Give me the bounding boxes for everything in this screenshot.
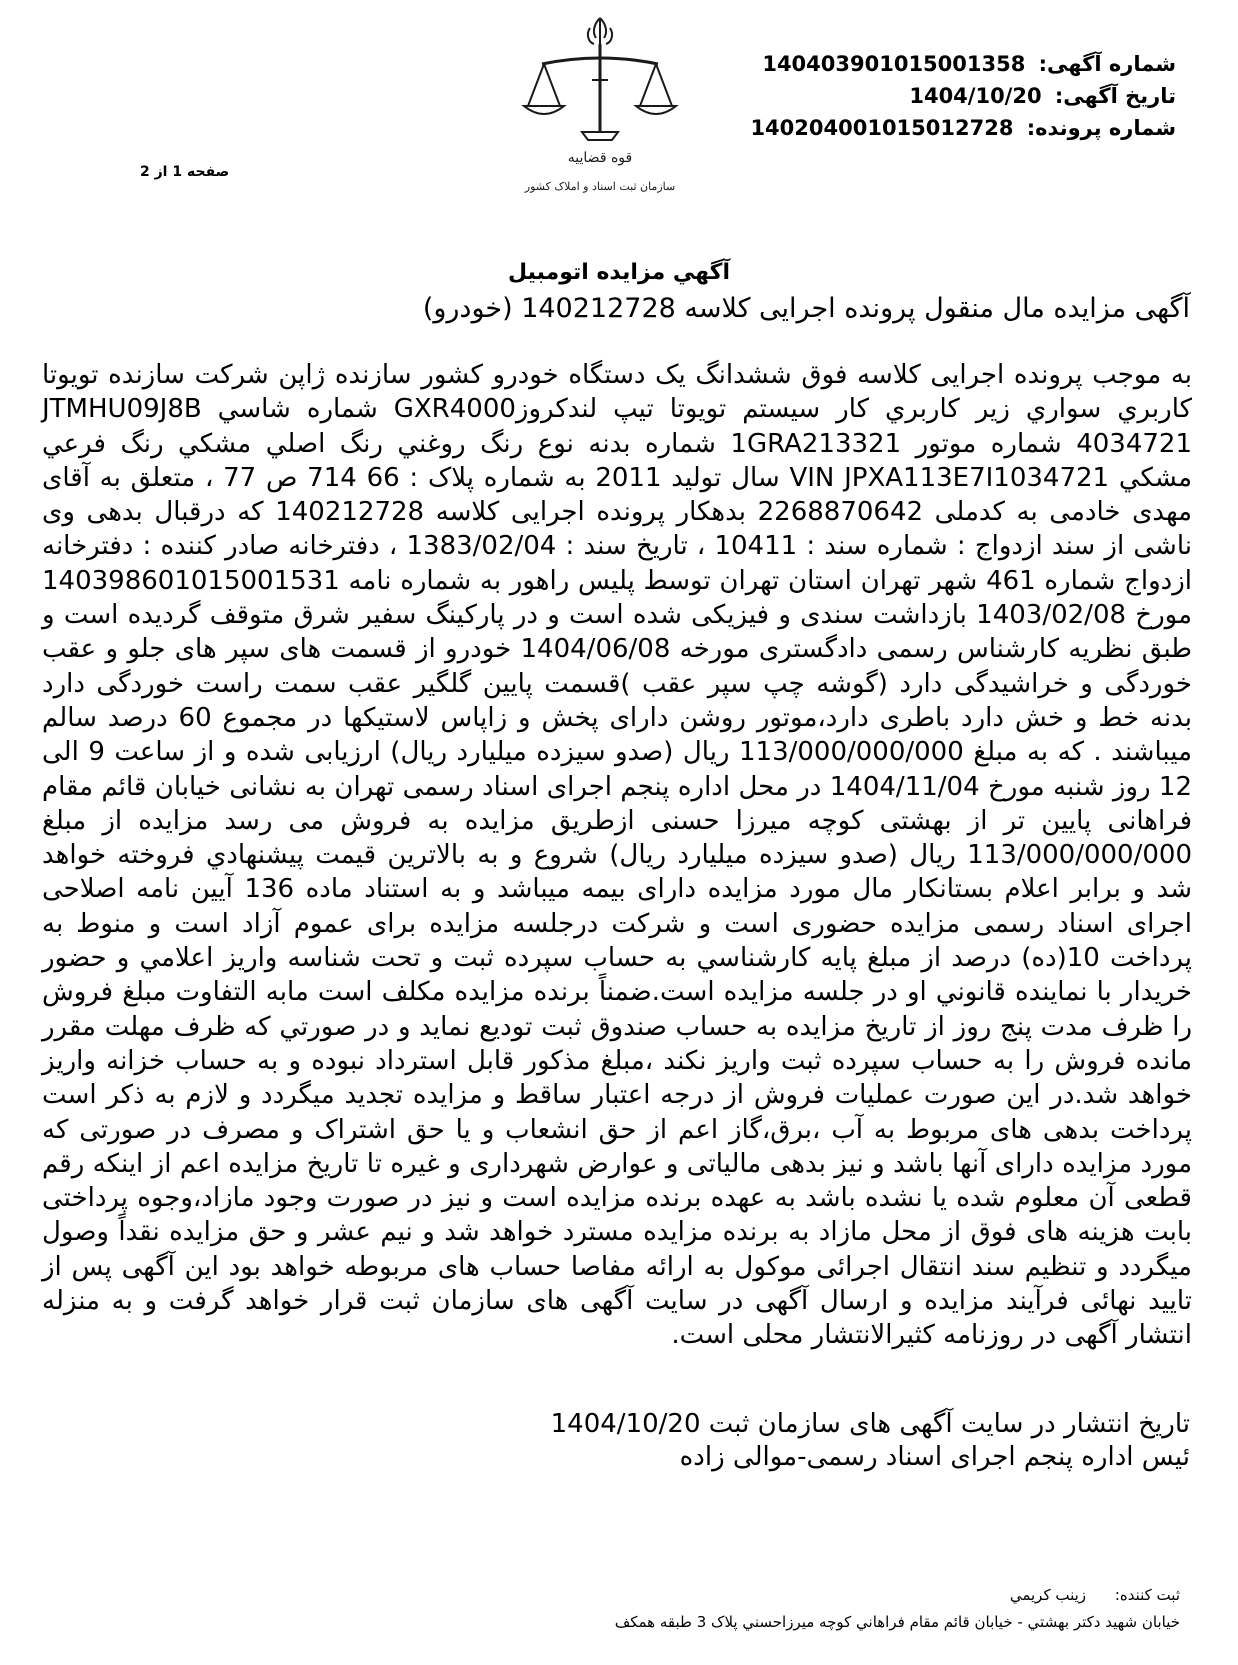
ad-subtitle: آگهی مزایده مال منقول پرونده اجرایی کلاسه 140212728 (خودرو) xyxy=(422,293,1190,324)
registrar-row xyxy=(40,1582,1180,1609)
ad-number-row xyxy=(756,48,1176,80)
emblem-caption-line2: سازمان ثبت اسناد و املاک کشور xyxy=(524,180,676,193)
registrar-name: زينب كريمي xyxy=(1009,1586,1087,1604)
ad-closing xyxy=(40,1408,1190,1474)
office-address: خيابان شهيد دكتر بهشتي - خيابان قائم مقام فراهاني كوچه ميرزاحسني پلاک 3 طبقه همكف xyxy=(614,1613,1180,1631)
ad-body-text: به موجب پرونده اجرایی کلاسه فوق ششدانگ یک دستگاه خودرو کشور سازنده ژاپن شرکت سازنده تویوتا کاربري سواري زير كاربري كار سيستم تويوتا تيپ لندكروزGXR4000 شماره شاسي JTMHU09J8B 4034721 شماره موتور 1GRA213321 شماره بدنه نوع رنگ روغني رنگ اصلي مشكي رنگ فرعي مشكي VIN JPXA113E7I1034721 سال تولید 2011 به شماره پلاک : 66 714 ص 77 ، متعلق به آقای مهدی خادمی به کدملی 2268870642 بدهکار پرونده اجرایی کلاسه 140212728 که درقبال بدهی وی ناشی از سند ازدواج : شماره سند : 10411 ، تاریخ سند : 1383/02/04 ، دفترخانه صادر کننده : دفترخانه ازدواج شماره 461 شهر تهران استان تهران توسط پلیس راهور به شماره نامه 140398601015001531 مورخ 1403/02/08 بازداشت سندی و فیزیکی شده است و در پارکینگ سفیر شرق متوقف گردیده است و طبق نظریه کارشناس رسمی دادگستری مورخه 1404/06/08 خودرو از قسمت های سپر های جلو و عقب خوردگی و خراشیدگی دارد (گوشه چپ سپر عقب )قسمت پایین گلگیر عقب سمت راست خوردگی دارد بدنه خط و خش دارد باطری دارد،موتور روشن دارای پخش و زاپاس لاستیکها در مجموع 60 درصد سالم میباشند . که به مبلغ 113/000/000/000 ریال (صدو سیزده میلیارد ریال) ارزیابی شده و از ساعت 9 الی 12 روز شنبه مورخ 1404/11/04 در محل اداره پنجم اجرای اسناد رسمی تهران به نشانی خیابان قائم مقام فراهانی پایین تر از بهشتی کوچه میرزا حسنی ازطریق مزایده به فروش می رسد مزایده از مبلغ 113/000/000/000 ریال (صدو سیزده میلیارد ریال) شروع و به بالاترين قيمت پيشنهادي فروخته خواهد شد و برابر اعلام بستانکار مال مورد مزایده دارای بیمه میباشد و به استناد ماده 136 آیین نامه اصلاحی اجرای اسناد رسمی مزایده حضوری است و شرکت درجلسه مزایده برای عموم آزاد است و منوط به پرداخت 10(ده) درصد از مبلغ پايه كارشناسي به حساب سپرده ثبت و تحت شناسه واريز اعلامي و حضور خريدار با نماينده قانوني او در جلسه مزايده است.ضمناً برنده مزایده مكلف است مابه التفاوت مبلغ فروش را ظرف مدت پنج روز از تاريخ مزايده به حساب صندوق ثبت توديع نمايد و در صورتي كه ظرف مهلت مقرر مانده فروش را به حساب سپرده ثبت واريز نكند ،مبلغ مذكور قابل استرداد نبوده و به حساب خزانه واريز خواهد شد.در اين صورت عمليات فروش از درجه اعتبار ساقط و مزايده تجديد ميگردد و لازم به ذکر است پرداخت بدهی های مربوط به آب ،برق،گاز اعم از حق انشعاب و یا حق اشتراک و مصرف در صورتی که مورد مزایده دارای آنها باشد و نیز بدهی مالیاتی و عوارض شهرداری و غیره تا تاریخ مزایده اعم از اینکه رقم قطعی آن معلوم شده یا نشده باشد به عهده برنده مزایده است و نیز در صورت وجود مازاد،وجوه پرداختی بابت هزینه های فوق از محل مازاد به برنده مزایده مسترد خواهد شد و نیم عشر و حق مزایده نقداً وصول میگردد و تنظیم سند انتقال اجرائی موکول به ارائه مفاصا حساب های مربوطه خواهد بود این آگهی پس از تایید نهائی فرآیند مزایده و ارسال آگهی در سایت آگهی های سازمان ثبت قرار خواهد گرفت و به منزله انتشار آگهی در روزنامه کثیرالانتشار محلی است. xyxy=(42,360,1193,1351)
emblem-caption-line1: قوه قضاییه xyxy=(567,150,633,166)
ad-date: 1404/10/20 xyxy=(909,84,1042,108)
file-number-row xyxy=(750,112,1176,144)
publish-date-line: تاریخ انتشار در سایت آگهی های سازمان ثبت 1404/10/20 xyxy=(550,1409,1190,1439)
ad-number-label: شماره آگهی: xyxy=(1038,52,1176,76)
footer xyxy=(40,1582,1180,1636)
signature-line: ئیس اداره پنجم اجرای اسناد رسمی-موالی زاده xyxy=(679,1442,1190,1472)
file-number-label: شماره پرونده: xyxy=(1026,116,1176,140)
ad-date-row xyxy=(756,80,1176,112)
judiciary-scales-emblem-icon xyxy=(520,14,680,204)
ad-title: آگهي مزايده اتومبيل xyxy=(507,260,731,285)
ad-number: 140403901015001358 xyxy=(762,52,1026,76)
page-counter: صفحه 1 از 2 xyxy=(140,164,230,180)
file-number: 140204001015012728 xyxy=(750,116,1014,140)
registrar-label: ثبت کننده: xyxy=(1114,1586,1180,1604)
ad-metadata xyxy=(750,48,1176,144)
ad-date-label: تاریخ آگهی: xyxy=(1054,84,1176,108)
